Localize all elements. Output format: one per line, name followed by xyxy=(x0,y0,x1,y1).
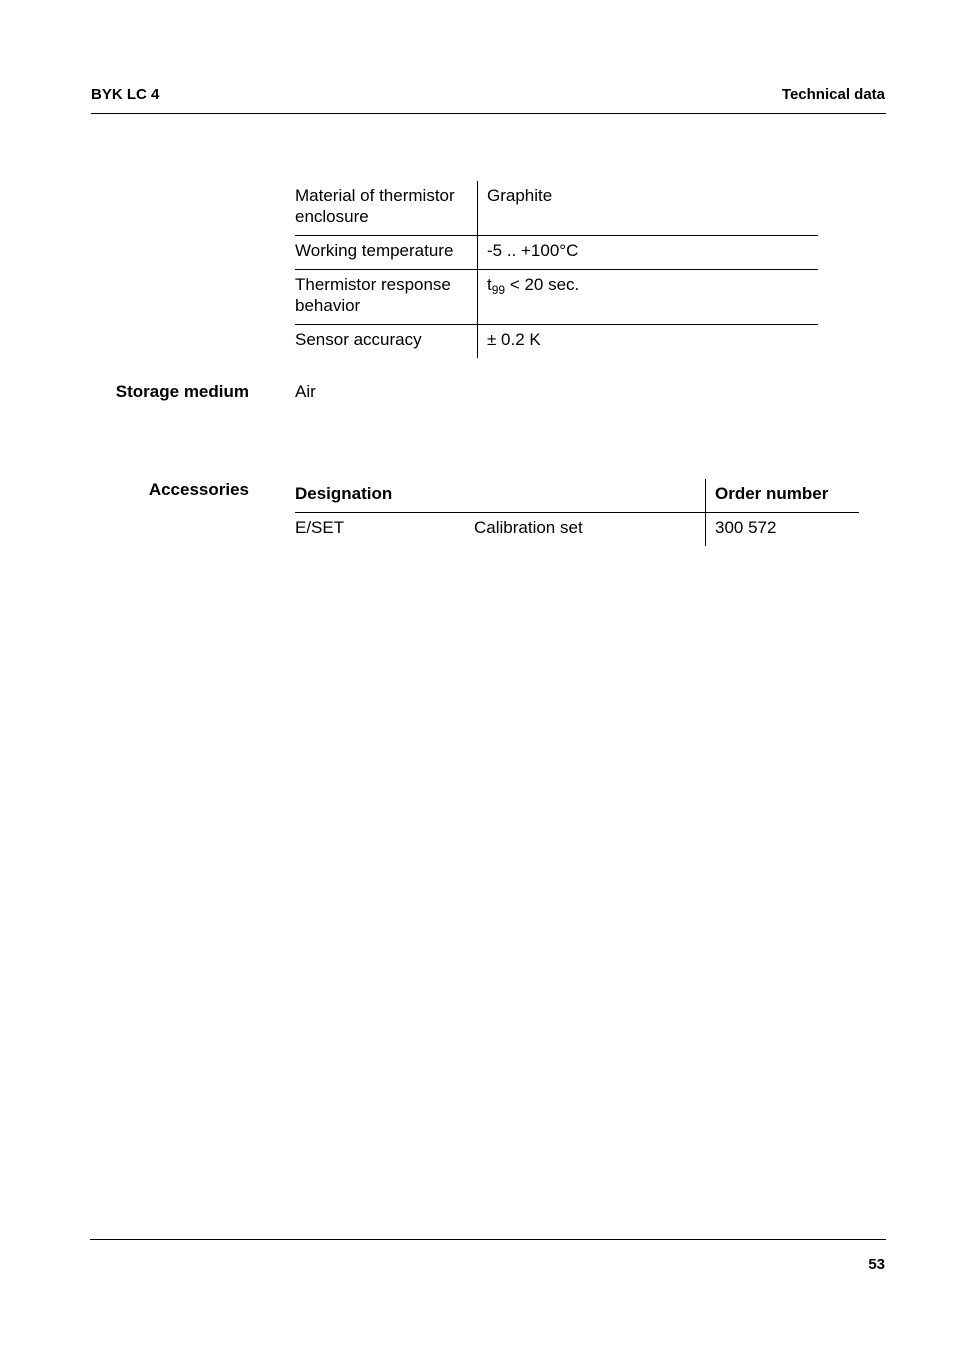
page-number: 53 xyxy=(868,1256,885,1273)
header-product-name: BYK LC 4 xyxy=(91,86,160,103)
spec-label: Material of thermistor enclosure xyxy=(295,181,478,236)
spec-row xyxy=(295,236,818,270)
order-number-header: Order number xyxy=(706,479,860,513)
accessory-code: E/SET xyxy=(295,518,345,537)
spec-label: Sensor accuracy xyxy=(295,325,478,359)
header-section-title: Technical data xyxy=(781,86,885,103)
header-divider xyxy=(91,113,886,114)
spec-value-subscript: 99 xyxy=(491,283,506,297)
accessory-description: Calibration set xyxy=(474,518,583,537)
storage-medium-label: Storage medium xyxy=(115,382,249,401)
spec-row xyxy=(295,325,818,359)
spec-row xyxy=(295,270,818,325)
accessories-label: Accessories xyxy=(148,480,249,499)
accessories-header-row xyxy=(295,479,859,513)
accessory-order-number: 300 572 xyxy=(706,513,860,547)
spec-value: Graphite xyxy=(478,181,819,236)
spec-value-prefix: t xyxy=(487,275,492,294)
spec-value xyxy=(478,270,819,325)
sensor-spec-table xyxy=(295,181,818,358)
storage-medium-value: Air xyxy=(295,382,316,401)
designation-header: Designation xyxy=(295,479,706,513)
spec-label: Working temperature xyxy=(295,236,478,270)
accessories-table xyxy=(295,479,859,546)
spec-value-suffix: < 20 sec. xyxy=(505,275,580,294)
spec-value: ± 0.2 K xyxy=(487,330,541,349)
spec-label: Thermistor response behavior xyxy=(295,270,478,325)
spec-value: -5 .. +100°C xyxy=(478,236,819,270)
table-row xyxy=(295,513,859,547)
footer-divider xyxy=(90,1239,886,1240)
spec-row xyxy=(295,181,818,236)
